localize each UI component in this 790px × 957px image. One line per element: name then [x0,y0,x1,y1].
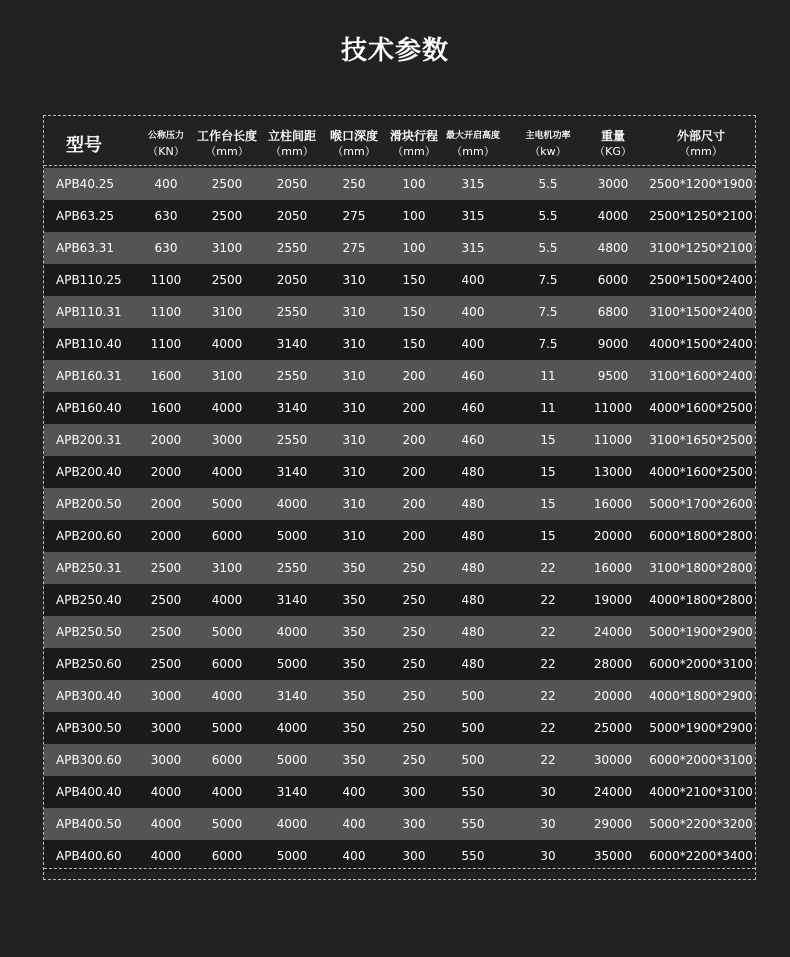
cell-slide-stroke: 250 [402,753,426,767]
header-title: 重量 [600,129,625,143]
cell-model: APB250.60 [56,657,122,671]
header-title: 型号 [66,135,102,156]
cell-column-spacing: 5000 [276,529,308,543]
cell-table-length: 6000 [211,849,243,863]
header-title: 外部尺寸 [676,129,725,143]
cell-table-length: 4000 [211,337,243,351]
cell-nominal-force: 1600 [150,401,182,415]
table-row [44,232,755,264]
cell-motor-power: 15 [540,529,556,543]
cell-column-spacing: 2550 [276,561,308,575]
cell-table-length: 5000 [211,721,243,735]
header-motor-power [512,129,584,159]
cell-max-open-height: 500 [461,721,485,735]
header-title: 立柱间距 [267,129,316,143]
cell-outer-dimensions: 3100*1250*2100 [649,241,753,255]
table-row [44,744,755,776]
cell-throat-depth: 350 [342,561,366,575]
cell-table-length: 3100 [211,305,243,319]
cell-column-spacing: 2550 [276,241,308,255]
header-unit: （mm） [332,145,376,158]
cell-motor-power: 22 [540,753,556,767]
header-max-open-height [437,129,509,159]
cell-weight: 20000 [593,689,633,703]
cell-model: APB400.60 [56,849,122,863]
header-title: 最大开启高度 [445,131,500,141]
cell-outer-dimensions: 4000*1800*2900 [649,689,753,703]
header-unit: （KG） [594,145,632,158]
cell-table-length: 5000 [211,817,243,831]
cell-max-open-height: 480 [461,497,485,511]
cell-throat-depth: 400 [342,817,366,831]
cell-outer-dimensions: 6000*1800*2800 [649,529,753,543]
cell-table-length: 5000 [211,625,243,639]
cell-column-spacing: 3140 [276,593,308,607]
cell-nominal-force: 630 [154,241,178,255]
cell-model: APB110.40 [56,337,122,351]
cell-slide-stroke: 100 [402,177,426,191]
cell-nominal-force: 1100 [150,305,182,319]
cell-slide-stroke: 300 [402,817,426,831]
cell-max-open-height: 500 [461,753,485,767]
cell-motor-power: 22 [540,593,556,607]
cell-column-spacing: 3140 [276,337,308,351]
cell-column-spacing: 2050 [276,273,308,287]
header-title: 喉口深度 [329,129,378,143]
cell-throat-depth: 350 [342,689,366,703]
cell-throat-depth: 350 [342,721,366,735]
cell-model: APB200.40 [56,465,122,479]
cell-slide-stroke: 250 [402,593,426,607]
cell-model: APB63.25 [56,209,115,223]
cell-model: APB40.25 [56,177,115,191]
table-row [44,552,755,584]
cell-nominal-force: 400 [154,177,178,191]
header-unit: （mm） [392,145,436,158]
cell-max-open-height: 480 [461,561,485,575]
cell-max-open-height: 400 [461,305,485,319]
cell-table-length: 6000 [211,753,243,767]
cell-max-open-height: 460 [461,369,485,383]
cell-model: APB200.31 [56,433,122,447]
cell-throat-depth: 310 [342,497,366,511]
header-table-length [192,129,262,159]
table-body [44,168,755,872]
cell-max-open-height: 315 [461,241,485,255]
cell-motor-power: 30 [540,817,556,831]
cell-nominal-force: 2500 [150,625,182,639]
cell-throat-depth: 310 [342,305,366,319]
cell-max-open-height: 460 [461,433,485,447]
header-unit: （KN） [147,145,185,158]
cell-nominal-force: 4000 [150,817,182,831]
cell-throat-depth: 250 [342,177,366,191]
cell-motor-power: 11 [540,401,556,415]
cell-motor-power: 15 [540,497,556,511]
cell-model: APB400.50 [56,817,122,831]
cell-motor-power: 22 [540,657,556,671]
cell-column-spacing: 2550 [276,369,308,383]
cell-throat-depth: 310 [342,433,366,447]
cell-motor-power: 11 [540,369,556,383]
cell-slide-stroke: 150 [402,305,426,319]
cell-slide-stroke: 250 [402,625,426,639]
cell-weight: 16000 [593,561,633,575]
table-row [44,296,755,328]
cell-throat-depth: 310 [342,369,366,383]
cell-column-spacing: 2050 [276,177,308,191]
cell-weight: 11000 [593,401,633,415]
cell-column-spacing: 2050 [276,209,308,223]
cell-nominal-force: 2000 [150,465,182,479]
cell-nominal-force: 4000 [150,785,182,799]
cell-model: APB250.50 [56,625,122,639]
cell-weight: 24000 [593,785,633,799]
cell-slide-stroke: 100 [402,241,426,255]
cell-throat-depth: 310 [342,337,366,351]
cell-weight: 9000 [597,337,629,351]
cell-throat-depth: 400 [342,785,366,799]
cell-model: APB160.40 [56,401,122,415]
cell-outer-dimensions: 5000*1900*2900 [649,625,753,639]
table-row [44,264,755,296]
header-throat-depth [323,129,385,159]
header-nominal-force [136,129,196,159]
cell-slide-stroke: 200 [402,401,426,415]
cell-motor-power: 22 [540,561,556,575]
cell-model: APB200.60 [56,529,122,543]
header-divider [44,165,755,166]
cell-outer-dimensions: 5000*1700*2600 [649,497,753,511]
cell-max-open-height: 480 [461,625,485,639]
cell-max-open-height: 480 [461,465,485,479]
cell-outer-dimensions: 4000*1600*2500 [649,465,753,479]
cell-column-spacing: 4000 [276,817,308,831]
header-title: 滑块行程 [389,129,438,143]
cell-table-length: 2500 [211,273,243,287]
cell-outer-dimensions: 2500*1500*2400 [649,273,753,287]
cell-motor-power: 22 [540,625,556,639]
cell-slide-stroke: 200 [402,529,426,543]
cell-slide-stroke: 250 [402,561,426,575]
cell-outer-dimensions: 4000*1500*2400 [649,337,753,351]
cell-column-spacing: 2550 [276,305,308,319]
cell-slide-stroke: 100 [402,209,426,223]
cell-motor-power: 7.5 [538,337,558,351]
cell-model: APB160.31 [56,369,122,383]
cell-max-open-height: 550 [461,785,485,799]
cell-nominal-force: 630 [154,209,178,223]
header-unit: （mm） [451,145,495,158]
cell-weight: 35000 [593,849,633,863]
cell-weight: 30000 [593,753,633,767]
cell-max-open-height: 400 [461,273,485,287]
cell-nominal-force: 1100 [150,273,182,287]
cell-table-length: 4000 [211,401,243,415]
cell-weight: 3000 [597,177,629,191]
cell-outer-dimensions: 4000*2100*3100 [649,785,753,799]
table-row [44,328,755,360]
cell-throat-depth: 310 [342,401,366,415]
cell-nominal-force: 2000 [150,497,182,511]
cell-nominal-force: 1600 [150,369,182,383]
cell-nominal-force: 1100 [150,337,182,351]
table-row [44,168,755,200]
cell-outer-dimensions: 6000*2000*3100 [649,657,753,671]
cell-column-spacing: 5000 [276,657,308,671]
cell-throat-depth: 350 [342,657,366,671]
cell-nominal-force: 2500 [150,593,182,607]
table-row [44,808,755,840]
cell-slide-stroke: 150 [402,273,426,287]
cell-column-spacing: 4000 [276,497,308,511]
cell-motor-power: 30 [540,785,556,799]
cell-throat-depth: 350 [342,625,366,639]
cell-throat-depth: 310 [342,529,366,543]
cell-table-length: 4000 [211,593,243,607]
cell-motor-power: 7.5 [538,305,558,319]
cell-column-spacing: 4000 [276,721,308,735]
cell-throat-depth: 310 [342,465,366,479]
cell-outer-dimensions: 6000*2200*3400 [649,849,753,863]
header-unit: （kw） [529,145,567,158]
table-row [44,456,755,488]
cell-model: APB250.31 [56,561,122,575]
cell-slide-stroke: 300 [402,785,426,799]
cell-table-length: 4000 [211,689,243,703]
cell-motor-power: 5.5 [538,209,558,223]
cell-nominal-force: 2500 [150,561,182,575]
cell-outer-dimensions: 5000*1900*2900 [649,721,753,735]
cell-column-spacing: 5000 [276,753,308,767]
cell-weight: 13000 [593,465,633,479]
cell-column-spacing: 3140 [276,689,308,703]
cell-nominal-force: 2000 [150,529,182,543]
cell-outer-dimensions: 3100*1800*2800 [649,561,753,575]
cell-max-open-height: 480 [461,529,485,543]
cell-max-open-height: 550 [461,817,485,831]
header-title: 主电机功率 [525,131,571,141]
cell-throat-depth: 350 [342,593,366,607]
cell-max-open-height: 550 [461,849,485,863]
table-row [44,424,755,456]
cell-column-spacing: 3140 [276,465,308,479]
cell-weight: 6800 [597,305,629,319]
cell-column-spacing: 3140 [276,401,308,415]
header-title: 工作台长度 [196,129,257,143]
cell-throat-depth: 350 [342,753,366,767]
cell-max-open-height: 315 [461,177,485,191]
cell-slide-stroke: 200 [402,433,426,447]
cell-table-length: 2500 [211,209,243,223]
cell-motor-power: 15 [540,433,556,447]
table-row [44,520,755,552]
cell-weight: 29000 [593,817,633,831]
header-outer-dimensions [649,129,753,159]
cell-outer-dimensions: 2500*1250*2100 [649,209,753,223]
cell-slide-stroke: 200 [402,369,426,383]
header-model [49,129,119,163]
cell-throat-depth: 310 [342,273,366,287]
cell-table-length: 6000 [211,529,243,543]
cell-table-length: 6000 [211,657,243,671]
cell-table-length: 3000 [211,433,243,447]
cell-slide-stroke: 250 [402,721,426,735]
cell-model: APB110.25 [56,273,122,287]
table-row [44,200,755,232]
cell-table-length: 5000 [211,497,243,511]
cell-motor-power: 15 [540,465,556,479]
cell-table-length: 2500 [211,177,243,191]
cell-nominal-force: 4000 [150,849,182,863]
cell-weight: 25000 [593,721,633,735]
cell-table-length: 3100 [211,241,243,255]
cell-model: APB300.60 [56,753,122,767]
cell-model: APB63.31 [56,241,115,255]
cell-table-length: 3100 [211,561,243,575]
cell-max-open-height: 400 [461,337,485,351]
cell-outer-dimensions: 3100*1650*2500 [649,433,753,447]
cell-weight: 9500 [597,369,629,383]
cell-weight: 4800 [597,241,629,255]
table-header [44,129,757,169]
header-unit: （mm） [270,145,314,158]
cell-max-open-height: 460 [461,401,485,415]
cell-weight: 24000 [593,625,633,639]
spec-table [43,115,756,880]
footer-divider [44,868,755,869]
table-row [44,360,755,392]
cell-motor-power: 30 [540,849,556,863]
cell-max-open-height: 480 [461,593,485,607]
table-row [44,712,755,744]
cell-motor-power: 22 [540,689,556,703]
table-row [44,616,755,648]
cell-model: APB400.40 [56,785,122,799]
header-title: 公称压力 [147,131,184,141]
cell-max-open-height: 315 [461,209,485,223]
cell-weight: 4000 [597,209,629,223]
cell-weight: 20000 [593,529,633,543]
cell-nominal-force: 3000 [150,689,182,703]
cell-table-length: 3100 [211,369,243,383]
cell-slide-stroke: 200 [402,497,426,511]
cell-throat-depth: 275 [342,241,366,255]
cell-nominal-force: 3000 [150,721,182,735]
table-row [44,488,755,520]
cell-outer-dimensions: 3100*1600*2400 [649,369,753,383]
cell-throat-depth: 400 [342,849,366,863]
cell-throat-depth: 275 [342,209,366,223]
cell-motor-power: 5.5 [538,241,558,255]
cell-nominal-force: 2500 [150,657,182,671]
cell-slide-stroke: 300 [402,849,426,863]
cell-table-length: 4000 [211,785,243,799]
cell-table-length: 4000 [211,465,243,479]
cell-weight: 28000 [593,657,633,671]
cell-slide-stroke: 250 [402,657,426,671]
table-row [44,584,755,616]
cell-slide-stroke: 250 [402,689,426,703]
table-row [44,776,755,808]
cell-outer-dimensions: 4000*1800*2800 [649,593,753,607]
header-weight [585,129,641,159]
cell-model: APB300.40 [56,689,122,703]
cell-outer-dimensions: 4000*1600*2500 [649,401,753,415]
cell-weight: 19000 [593,593,633,607]
cell-column-spacing: 2550 [276,433,308,447]
cell-max-open-height: 500 [461,689,485,703]
cell-outer-dimensions: 5000*2200*3200 [649,817,753,831]
header-unit: （mm） [205,145,249,158]
cell-model: APB200.50 [56,497,122,511]
cell-slide-stroke: 200 [402,465,426,479]
cell-column-spacing: 3140 [276,785,308,799]
cell-slide-stroke: 150 [402,337,426,351]
cell-nominal-force: 3000 [150,753,182,767]
page-title: 技术参数 [340,36,449,66]
header-unit: （mm） [679,145,723,158]
cell-weight: 16000 [593,497,633,511]
cell-model: APB250.40 [56,593,122,607]
cell-weight: 6000 [597,273,629,287]
cell-motor-power: 5.5 [538,177,558,191]
cell-outer-dimensions: 6000*2000*3100 [649,753,753,767]
cell-nominal-force: 2000 [150,433,182,447]
cell-outer-dimensions: 3100*1500*2400 [649,305,753,319]
cell-column-spacing: 4000 [276,625,308,639]
cell-weight: 11000 [593,433,633,447]
cell-model: APB300.50 [56,721,122,735]
cell-model: APB110.31 [56,305,122,319]
header-column-spacing [257,129,327,159]
table-row [44,648,755,680]
cell-motor-power: 7.5 [538,273,558,287]
header-slide-stroke [383,129,445,159]
table-row [44,680,755,712]
cell-outer-dimensions: 2500*1200*1900 [649,177,753,191]
cell-motor-power: 22 [540,721,556,735]
table-row [44,392,755,424]
cell-column-spacing: 5000 [276,849,308,863]
cell-max-open-height: 480 [461,657,485,671]
